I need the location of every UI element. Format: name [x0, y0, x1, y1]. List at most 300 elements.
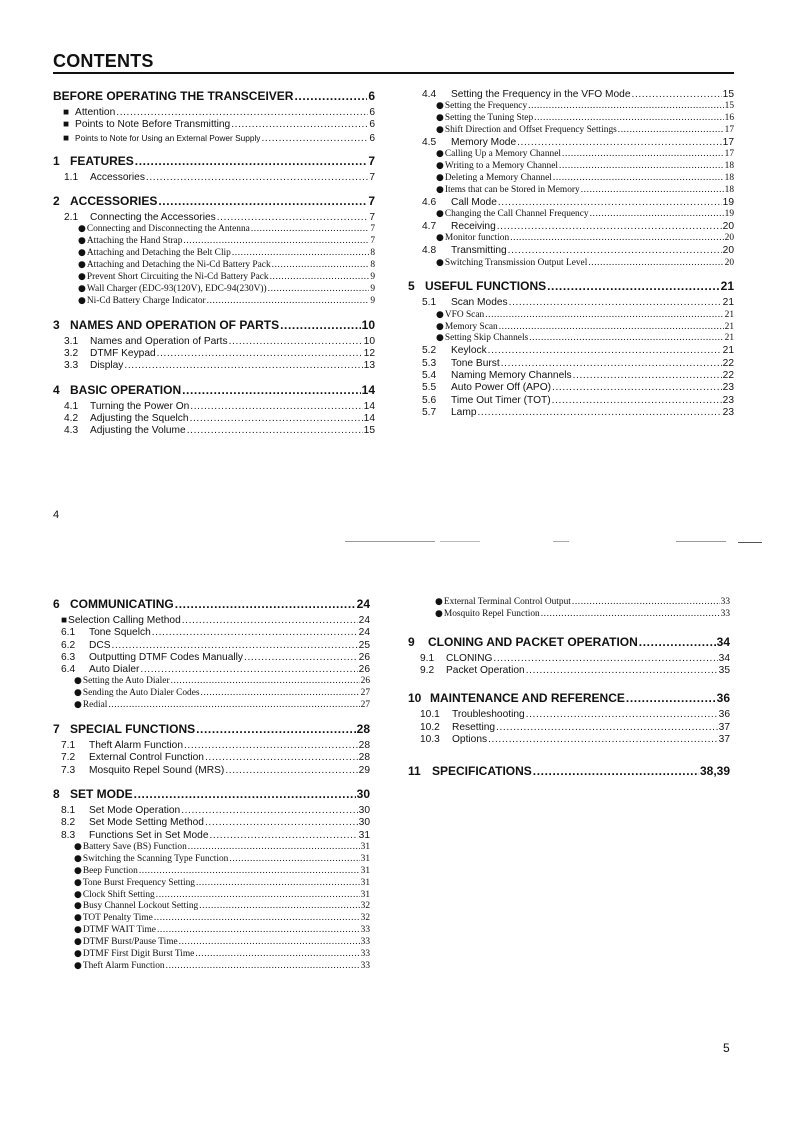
toc-entry-monitor-function[interactable] [422, 233, 734, 245]
toc-entry-external-control[interactable] [53, 752, 370, 764]
entry-label: Set Mode Setting Method [89, 817, 204, 829]
entry-label: Packet Operation [446, 665, 525, 677]
leader-dots [196, 722, 356, 737]
entry-number: 5 [408, 279, 415, 294]
toc-entry-resetting[interactable] [408, 722, 730, 734]
leader-dots [229, 854, 359, 866]
entry-number: 10.1 [420, 709, 440, 721]
entry-page: 18 [724, 184, 734, 195]
toc-entry-vfo-mode[interactable] [422, 89, 734, 101]
entry-label: Changing the Call Channel Frequency [444, 209, 589, 220]
entry-page: 18 [724, 161, 734, 172]
title-rule [53, 72, 734, 74]
page-divider [553, 541, 569, 542]
toc-entry-accessories[interactable] [53, 194, 375, 209]
entry-page: 31 [360, 877, 370, 888]
entry-label: DCS [89, 639, 111, 651]
toc-entry-clock-shift[interactable] [53, 890, 370, 902]
entry-number: 3.3 [64, 360, 79, 372]
leader-dots [205, 817, 358, 829]
entry-page: 32 [360, 901, 370, 912]
entry-number: 5.5 [422, 382, 437, 394]
toc-entry-vfo-scan[interactable] [422, 310, 734, 322]
entry-page: 21 [724, 309, 734, 320]
entry-label: Turning the Power On [90, 400, 190, 412]
entry-label: External Terminal Control Output [443, 597, 571, 607]
entry-label: Redial [82, 700, 108, 711]
entry-page: 31 [360, 865, 370, 876]
toc-entry-options[interactable] [408, 734, 730, 746]
toc-entry-items-stored[interactable] [422, 185, 734, 197]
entry-page: 27 [360, 700, 370, 711]
toc-entry-dtmf-first-digit[interactable] [53, 949, 370, 961]
toc-entry-skip-channels[interactable] [422, 333, 734, 345]
entry-page: 9 [370, 295, 375, 306]
toc-entry-tot-penalty[interactable] [53, 913, 370, 925]
toc-entry-functions-set[interactable] [53, 830, 370, 842]
entry-page: 6 [368, 89, 375, 103]
entry-label: USEFUL FUNCTIONS [425, 279, 547, 294]
entry-page: 22 [722, 357, 734, 369]
entry-label: SPECIAL FUNCTIONS [70, 722, 196, 737]
entry-page: 6 [369, 119, 375, 131]
entry-page: 37 [718, 721, 730, 733]
entry-page: 8 [370, 260, 375, 271]
entry-number: 6.2 [61, 639, 76, 651]
entry-number: 10 [408, 691, 422, 706]
toc-entry-belt-clip[interactable] [53, 248, 375, 260]
entry-number: 8 [53, 787, 60, 802]
toc-entry-writing-memory[interactable] [422, 161, 734, 173]
toc-entry-setting-auto-dialer[interactable] [53, 676, 370, 688]
entry-label: Display [90, 360, 124, 372]
toc-entry-dtmf-manual[interactable] [53, 652, 370, 664]
entry-page: 24 [358, 615, 370, 626]
entry-label: BEFORE OPERATING THE TRANSCEIVER [53, 89, 294, 103]
toc-entry-wall-charger[interactable] [53, 284, 375, 296]
leader-dots [534, 113, 723, 125]
entry-number: 7 [53, 722, 60, 737]
entry-page: 33 [720, 608, 730, 619]
entry-number: 8.1 [61, 805, 76, 817]
toc-entry-mosquito-sound[interactable] [53, 765, 370, 777]
entry-label: Points to Note Before Transmitting [75, 119, 231, 131]
entry-page: 20 [724, 233, 734, 244]
toc-column-top-right [408, 89, 734, 419]
entry-page: 14 [361, 382, 375, 397]
entry-page: 21 [720, 279, 734, 294]
entry-number: 5.2 [422, 345, 437, 357]
entry-label: Tone Squelch [89, 627, 151, 639]
entry-label: Deleting a Memory Channel [444, 173, 552, 184]
leader-dots [509, 297, 722, 309]
entry-page: 33 [360, 925, 370, 936]
page-title: CONTENTS [53, 51, 154, 71]
toc-entry-beep-function[interactable] [53, 866, 370, 878]
toc-entry-auto-dialer[interactable] [53, 664, 370, 676]
toc-entry-features[interactable] [53, 154, 375, 169]
entry-number: 5.7 [422, 406, 437, 418]
entry-page: 20 [722, 245, 734, 257]
leader-dots [190, 401, 362, 413]
entry-number: 9 [408, 634, 415, 649]
circle-bullet-icon: ● [74, 853, 82, 864]
toc-entry-receiving[interactable] [422, 221, 734, 233]
toc-entry-transmitting[interactable] [422, 245, 734, 257]
entry-page: 20 [724, 257, 734, 268]
toc-entry-tuning-step[interactable] [422, 113, 734, 125]
toc-entry-set-mode-operation[interactable] [53, 805, 370, 817]
circle-bullet-icon: ● [436, 233, 444, 244]
entry-page: 7 [370, 224, 375, 235]
toc-entry-power-on[interactable] [53, 401, 375, 413]
toc-entry-set-mode[interactable] [53, 787, 370, 802]
toc-entry-connecting-accessories[interactable] [53, 212, 375, 224]
entry-page: 19 [722, 196, 734, 208]
circle-bullet-icon: ● [74, 841, 82, 852]
entry-label: Ni-Cd Battery Charge Indicator [86, 295, 206, 306]
toc-entry-hand-strap[interactable] [53, 236, 375, 248]
circle-bullet-icon: ● [435, 608, 443, 619]
leader-dots [154, 913, 360, 925]
toc-entry-call-channel-frequency[interactable] [422, 209, 734, 221]
leader-dots [195, 949, 359, 961]
entry-page: 15 [722, 89, 734, 100]
toc-entry-shift-direction[interactable] [422, 125, 734, 137]
toc-entry-tone-burst[interactable] [422, 358, 734, 370]
entry-page: 17 [724, 149, 734, 160]
page-divider [738, 542, 762, 543]
leader-dots [187, 425, 363, 437]
entry-label: VFO Scan [444, 309, 485, 320]
entry-label: Setting Skip Channels [444, 333, 529, 344]
toc-entry-points-external[interactable] [53, 132, 375, 144]
entry-page: 7 [368, 194, 375, 209]
entry-page: 37 [718, 733, 730, 745]
entry-label: FEATURES [70, 153, 134, 168]
entry-page: 31 [360, 853, 370, 864]
page-number-upper: 4 [53, 509, 60, 521]
circle-bullet-icon: ● [78, 295, 86, 306]
entry-number: 7.3 [61, 764, 76, 776]
entry-label: Switching Transmission Output Level [444, 257, 588, 268]
toc-entry-basic-operation[interactable] [53, 383, 375, 398]
leader-dots [552, 395, 722, 407]
toc-entry-scan-modes[interactable] [422, 297, 734, 309]
leader-dots [496, 722, 718, 734]
toc-entry-calling-memory[interactable] [422, 149, 734, 161]
leader-dots [251, 224, 369, 236]
toc-entry-call-mode[interactable] [422, 197, 734, 209]
entry-page: 20 [722, 221, 734, 233]
entry-page: 12 [363, 348, 375, 360]
entry-label: CLONING AND PACKET OPERATION [428, 634, 638, 649]
circle-bullet-icon: ● [436, 149, 444, 160]
toc-column-top-left [53, 89, 375, 438]
entry-number: 7.1 [61, 740, 76, 752]
entry-label: Setting the Frequency [444, 101, 528, 112]
entry-label: Setting the Frequency in the VFO Mode [451, 89, 631, 100]
leader-dots [526, 665, 718, 677]
circle-bullet-icon: ● [436, 309, 444, 320]
entry-page: 28 [358, 752, 370, 764]
entry-number: 5.6 [422, 394, 437, 406]
entry-page: 24 [358, 627, 370, 639]
toc-entry-before-operating[interactable] [53, 89, 375, 104]
circle-bullet-icon: ● [78, 224, 86, 235]
entry-label: Switching the Scanning Type Function [82, 853, 229, 864]
toc-entry-mosquito-function[interactable] [408, 609, 730, 621]
toc-entry-volume[interactable] [53, 425, 375, 437]
entry-page: 6 [369, 132, 375, 144]
toc-entry-tot[interactable] [422, 395, 734, 407]
leader-dots [134, 787, 356, 802]
entry-label: Wall Charger (EDC-93(120V), EDC-94(230V)) [86, 283, 267, 294]
circle-bullet-icon: ● [436, 333, 444, 344]
leader-dots [517, 137, 722, 149]
entry-number: 8.3 [61, 829, 76, 841]
toc-entry-output-level[interactable] [422, 258, 734, 270]
toc-entry-scanning-type[interactable] [53, 854, 370, 866]
leader-dots [232, 248, 369, 260]
entry-label: Attaching the Hand Strap [86, 236, 183, 247]
toc-entry-attention[interactable] [53, 107, 375, 119]
toc-entry-cloning[interactable] [408, 653, 730, 665]
toc-entry-charge-indicator[interactable] [53, 296, 375, 308]
entry-label: Adjusting the Squelch [90, 412, 189, 424]
entry-label: SET MODE [70, 787, 133, 802]
entry-label: Resetting [452, 721, 496, 733]
toc-entry-tone-burst-frequency[interactable] [53, 878, 370, 890]
toc-entry-dtmf-wait[interactable] [53, 925, 370, 937]
toc-entry-memory-mode[interactable] [422, 137, 734, 149]
circle-bullet-icon: ● [436, 257, 444, 268]
entry-page: 15 [724, 101, 734, 112]
entry-label: Prevent Short Circuiting the Ni-Cd Battery Pack [86, 272, 269, 283]
entry-page: 36 [718, 709, 730, 721]
toc-entry-connecting-antenna[interactable] [53, 224, 375, 236]
entry-number: 4.5 [422, 136, 437, 148]
entry-label: Clock Shift Setting [82, 889, 155, 900]
entry-label: Setting the Tuning Step [444, 113, 534, 124]
entry-page: 8 [370, 248, 375, 259]
leader-dots [498, 197, 722, 209]
toc-entry-tone-squelch[interactable] [53, 627, 370, 639]
toc-entry-deleting-memory[interactable] [422, 173, 734, 185]
entry-label: DTMF Burst/Pause Time [82, 937, 178, 948]
leader-dots [157, 348, 363, 360]
entry-page: 7 [370, 236, 375, 247]
entry-page: 24 [356, 597, 370, 611]
entry-label: Tone Burst [451, 357, 500, 369]
toc-entry-squelch[interactable] [53, 413, 375, 425]
entry-label: Call Mode [451, 196, 497, 208]
entry-label: Memory Mode [451, 136, 517, 148]
toc-entry-dtmf-keypad[interactable] [53, 348, 375, 360]
entry-label: ACCESSORIES [70, 194, 158, 209]
entry-label: Theft Alarm Function [89, 740, 183, 752]
circle-bullet-icon: ● [436, 173, 444, 184]
leader-dots [231, 119, 368, 131]
entry-label: Items that can be Stored in Memory [444, 184, 580, 195]
toc-entry-useful-functions[interactable] [408, 279, 734, 294]
toc-entry-accessories-1-1[interactable] [53, 172, 375, 184]
entry-label: CLONING [446, 652, 493, 664]
entry-page: 28 [358, 740, 370, 752]
toc-entry-cloning-packet[interactable] [408, 635, 730, 650]
entry-page: 14 [363, 400, 375, 412]
leader-dots [499, 322, 724, 334]
entry-label: Theft Alarm Function [82, 960, 165, 971]
entry-label: Tone Burst Frequency Setting [82, 877, 195, 888]
leader-dots [261, 133, 368, 145]
entry-label: Set Mode Operation [89, 805, 181, 817]
leader-dots [493, 653, 717, 665]
entry-page: 28 [356, 722, 370, 737]
entry-page: 23 [722, 406, 734, 418]
entry-label: Auto Power Off (APO) [451, 382, 552, 394]
entry-number: 10.3 [420, 733, 440, 745]
leader-dots [175, 597, 356, 612]
toc-entry-names-parts[interactable] [53, 336, 375, 348]
toc-entry-memory-scan[interactable] [422, 322, 734, 334]
entry-number: 4.3 [64, 425, 79, 437]
leader-dots [477, 407, 721, 419]
entry-number: 6.3 [61, 651, 76, 663]
circle-bullet-icon: ● [74, 688, 82, 699]
toc-entry-special-functions[interactable] [53, 722, 370, 737]
entry-label: Options [452, 733, 488, 745]
leader-dots [182, 615, 358, 627]
toc-entry-setting-frequency[interactable] [422, 101, 734, 113]
toc-entry-display[interactable] [53, 360, 375, 372]
circle-bullet-icon: ● [74, 948, 82, 959]
circle-bullet-icon: ● [78, 272, 86, 283]
entry-page: 33 [360, 960, 370, 971]
leader-dots [270, 272, 370, 284]
leader-dots [581, 185, 724, 197]
leader-dots [294, 89, 367, 104]
leader-dots [196, 878, 360, 890]
toc-entry-selection-calling[interactable] [53, 615, 370, 627]
entry-page: 9 [370, 272, 375, 283]
entry-label: COMMUNICATING [70, 597, 174, 611]
circle-bullet-icon: ● [74, 901, 82, 912]
entry-number: 5.3 [422, 357, 437, 369]
circle-bullet-icon: ● [74, 889, 82, 900]
entry-page: 36 [716, 691, 730, 706]
square-bullet-icon: ■ [63, 119, 70, 131]
entry-page: 29 [358, 764, 370, 776]
circle-bullet-icon: ● [74, 925, 82, 936]
toc-entry-battery-save[interactable] [53, 842, 370, 854]
entry-page: 9 [370, 283, 375, 294]
entry-page: 13 [363, 360, 375, 372]
leader-dots [190, 413, 363, 425]
leader-dots [152, 627, 358, 639]
entry-label: Beep Function [82, 865, 138, 876]
entry-label: Connecting and Disconnecting the Antenna [86, 224, 250, 235]
toc-entry-specifications[interactable] [408, 764, 730, 779]
leader-dots [116, 107, 368, 119]
entry-page: 33 [720, 597, 730, 607]
circle-bullet-icon: ● [74, 877, 82, 888]
leader-dots [553, 173, 724, 185]
entry-label: Functions Set in Set Mode [89, 829, 209, 841]
toc-entry-communicating[interactable] [53, 597, 370, 612]
entry-page: 33 [360, 948, 370, 959]
toc-entry-naming-memory[interactable] [422, 370, 734, 382]
toc-entry-apo[interactable] [422, 382, 734, 394]
toc-entry-keylock[interactable] [422, 345, 734, 357]
entry-page: 31 [358, 829, 370, 841]
entry-page: 15 [363, 425, 375, 437]
leader-dots [280, 318, 361, 333]
entry-number: 7.2 [61, 752, 76, 764]
entry-page: 23 [722, 394, 734, 406]
entry-number: 9.1 [420, 652, 435, 664]
toc-entry-troubleshooting[interactable] [408, 709, 730, 721]
entry-label: NAMES AND OPERATION OF PARTS [70, 317, 280, 332]
toc-entry-theft-alarm-function[interactable] [53, 961, 370, 973]
circle-bullet-icon: ● [78, 283, 86, 294]
entry-label: Attaching and Detaching the Ni-Cd Battery Pack [86, 260, 271, 271]
entry-number: 4 [53, 382, 60, 397]
leader-dots [552, 382, 722, 394]
leader-dots [207, 296, 370, 308]
toc-entry-maintenance[interactable] [408, 691, 730, 706]
entry-label: Mosquito Repel Function [443, 608, 540, 619]
leader-dots [205, 752, 358, 764]
entry-label: TOT Penalty Time [82, 913, 153, 924]
toc-entry-names-operation[interactable] [53, 318, 375, 333]
entry-label: Accessories [90, 171, 145, 183]
toc-entry-battery-pack[interactable] [53, 260, 375, 272]
circle-bullet-icon: ● [74, 960, 82, 971]
toc-entry-busy-lockout[interactable] [53, 901, 370, 913]
entry-label: BASIC OPERATION [70, 382, 182, 397]
toc-entry-dtmf-burst[interactable] [53, 937, 370, 949]
circle-bullet-icon: ● [74, 676, 82, 687]
entry-label: Battery Save (BS) Function [82, 841, 187, 852]
leader-dots [229, 336, 363, 348]
toc-entry-redial[interactable] [53, 700, 370, 712]
toc-entry-short-circuit[interactable] [53, 272, 375, 284]
entry-page: 10 [363, 335, 375, 347]
toc-entry-set-mode-setting[interactable] [53, 817, 370, 829]
entry-page: 34 [718, 652, 730, 664]
entry-label: Monitor function [444, 233, 510, 244]
leader-dots [626, 691, 716, 706]
circle-bullet-icon: ● [435, 597, 443, 607]
toc-entry-packet[interactable] [408, 665, 730, 677]
toc-entry-points-transmitting[interactable] [53, 119, 375, 131]
toc-entry-dcs[interactable] [53, 640, 370, 652]
entry-label: Shift Direction and Offset Frequency Settings [444, 125, 617, 136]
leader-dots [184, 740, 358, 752]
toc-entry-external-terminal[interactable] [408, 597, 730, 609]
leader-dots [572, 597, 720, 609]
toc-entry-theft-alarm[interactable] [53, 740, 370, 752]
entry-page: 6 [369, 107, 375, 118]
entry-page: 26 [360, 676, 370, 687]
toc-entry-sending-auto-dialer[interactable] [53, 688, 370, 700]
entry-number: 2.1 [64, 212, 79, 224]
entry-page: 17 [722, 136, 734, 148]
square-bullet-icon: ■ [61, 615, 68, 626]
toc-entry-lamp[interactable] [422, 407, 734, 419]
entry-page: 7 [368, 153, 375, 168]
